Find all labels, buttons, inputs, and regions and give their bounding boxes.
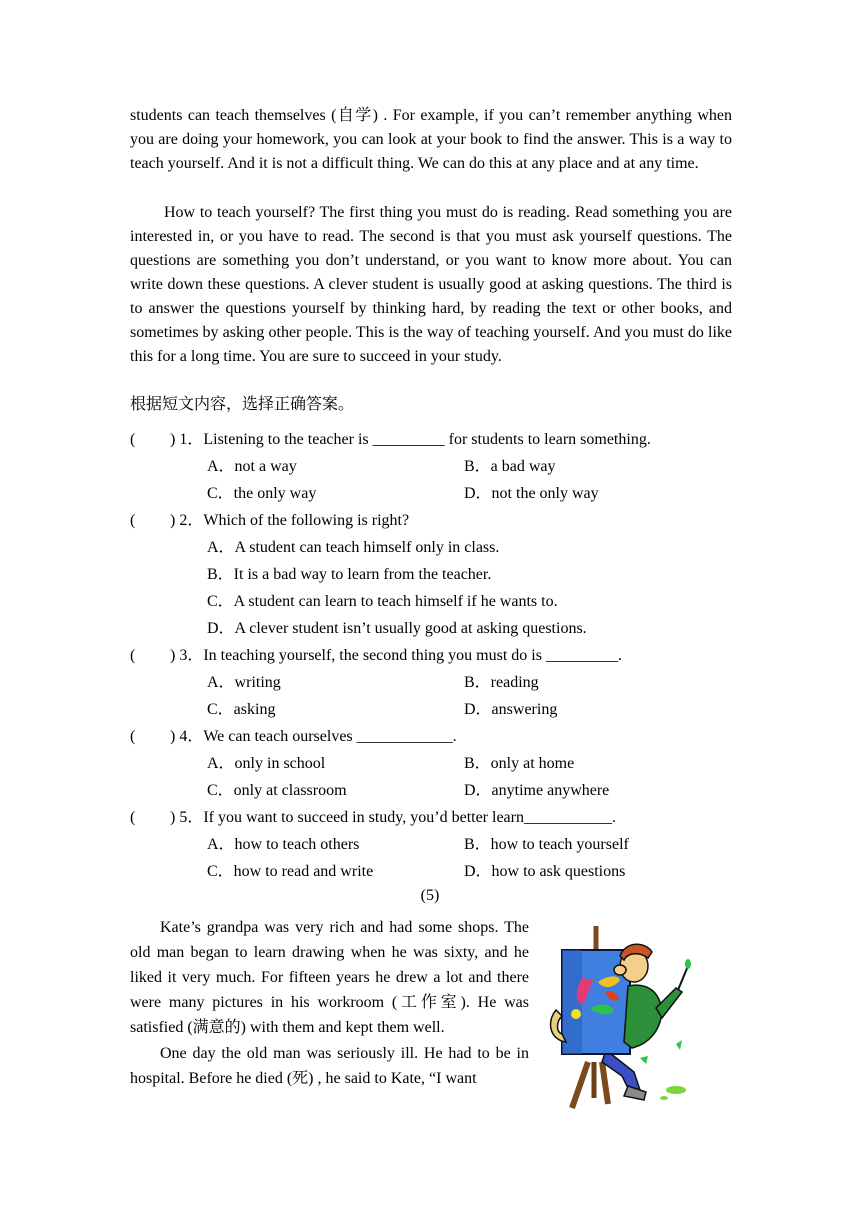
passage5-paragraph-1: Kate’s grandpa was very rich and had some shops. The old man began to learn drawing when he was sixty, and he liked it very much. For fifteen years he drew a lot and there were many pictures in his workroom (工作室). He was satisfied (满意的) with them and kept them well. [130, 919, 529, 1036]
paint-puddle [666, 1086, 686, 1094]
answer-bracket-close: ) [170, 728, 176, 745]
option-d: D．A clever student isn’t usually good at asking questions. [207, 620, 587, 637]
answer-bracket-open: ( [130, 431, 136, 448]
option-c: C．only at classroom [207, 782, 347, 799]
option-b: B．how to teach yourself [464, 836, 629, 853]
question-stem: We can teach ourselves ____________. [203, 728, 457, 745]
paint-splash [676, 1040, 682, 1050]
painter-clipart-icon [536, 922, 696, 1112]
question-1 [130, 428, 651, 452]
question-number: 4． [179, 728, 204, 745]
option-b: B．It is a bad way to learn from the teacher. [207, 566, 492, 583]
question-3 [130, 644, 622, 668]
question-4 [130, 725, 457, 749]
answer-bracket-open: ( [130, 512, 136, 529]
option-a: A．writing [207, 674, 281, 691]
painter-shoe [624, 1086, 646, 1100]
option-b: B．reading [464, 674, 539, 691]
option-d: D．not the only way [464, 485, 599, 502]
option-c: C．how to read and write [207, 863, 374, 880]
option-a: A．not a way [207, 458, 297, 475]
question-number: 5． [179, 809, 204, 826]
passage5-paragraph-2: One day the old man was seriously ill. He had to be in hospital. Before he died (死) , he said to Kate, “I want [130, 1045, 529, 1087]
passage-paragraph-2: How to teach yourself? The first thing you must do is reading. Read something you are interested in, or you have to read. The second is that you must ask yourself questions. The questions are something you don’t understand, or you want to know more about. You can write down these questions. A clever student is usually good at asking questions. The third is to answer the questions yourself by thinking hard, by reading the text or other books, and sometimes by asking other people. This is the way of teaching yourself. And you must do like this for a long time. You are sure to succeed in your study. [130, 204, 732, 365]
option-c: C．A student can learn to teach himself if he wants to. [207, 593, 558, 610]
option-d: D．answering [464, 701, 558, 718]
painter-shirt [624, 985, 662, 1048]
option-c: C．asking [207, 701, 276, 718]
option-a: A．how to teach others [207, 836, 360, 853]
section-label: (5) [420, 887, 440, 904]
option-a: A．A student can teach himself only in class. [207, 539, 500, 556]
option-c: C．the only way [207, 485, 317, 502]
question-number: 3． [179, 647, 204, 664]
paint-splash [640, 1056, 648, 1064]
paint-brush [678, 966, 688, 990]
paint-dot-yellow [571, 1009, 581, 1019]
answer-bracket-close: ) [170, 809, 176, 826]
option-d: D．how to ask questions [464, 863, 626, 880]
answer-bracket-open: ( [130, 728, 136, 745]
option-a: A．only in school [207, 755, 326, 772]
option-d: D．anytime anywhere [464, 782, 610, 799]
option-b: B．a bad way [464, 458, 556, 475]
question-number: 1． [179, 431, 204, 448]
answer-bracket-open: ( [130, 809, 136, 826]
option-b: B．only at home [464, 755, 575, 772]
question-stem: If you want to succeed in study, you’d better learn___________. [203, 809, 616, 826]
question-5 [130, 806, 616, 830]
answer-bracket-open: ( [130, 647, 136, 664]
easel-leg-left [572, 1062, 588, 1108]
question-number: 2． [179, 512, 204, 529]
question-stem: In teaching yourself, the second thing you must do is _________. [203, 647, 622, 664]
question-stem: Which of the following is right? [203, 512, 410, 529]
answer-bracket-close: ) [170, 647, 176, 664]
passage-paragraph-1: students can teach themselves (自学) . For example, if you can’t remember anything when you are doing your homework, you can look at your book to find the answer. This is a way to teach yourself. And it is not a difficult thing. We can do this at any place and at any time. [130, 107, 732, 172]
painter-nose [614, 965, 626, 975]
easel-leg-right [602, 1062, 608, 1104]
question-2 [130, 509, 409, 533]
question-stem: Listening to the teacher is _________ for students to learn something. [203, 431, 651, 448]
instruction-text: 根据短文内容，选择正确答案。 [130, 396, 355, 413]
answer-bracket-close: ) [170, 431, 176, 448]
answer-bracket-close: ) [170, 512, 176, 529]
